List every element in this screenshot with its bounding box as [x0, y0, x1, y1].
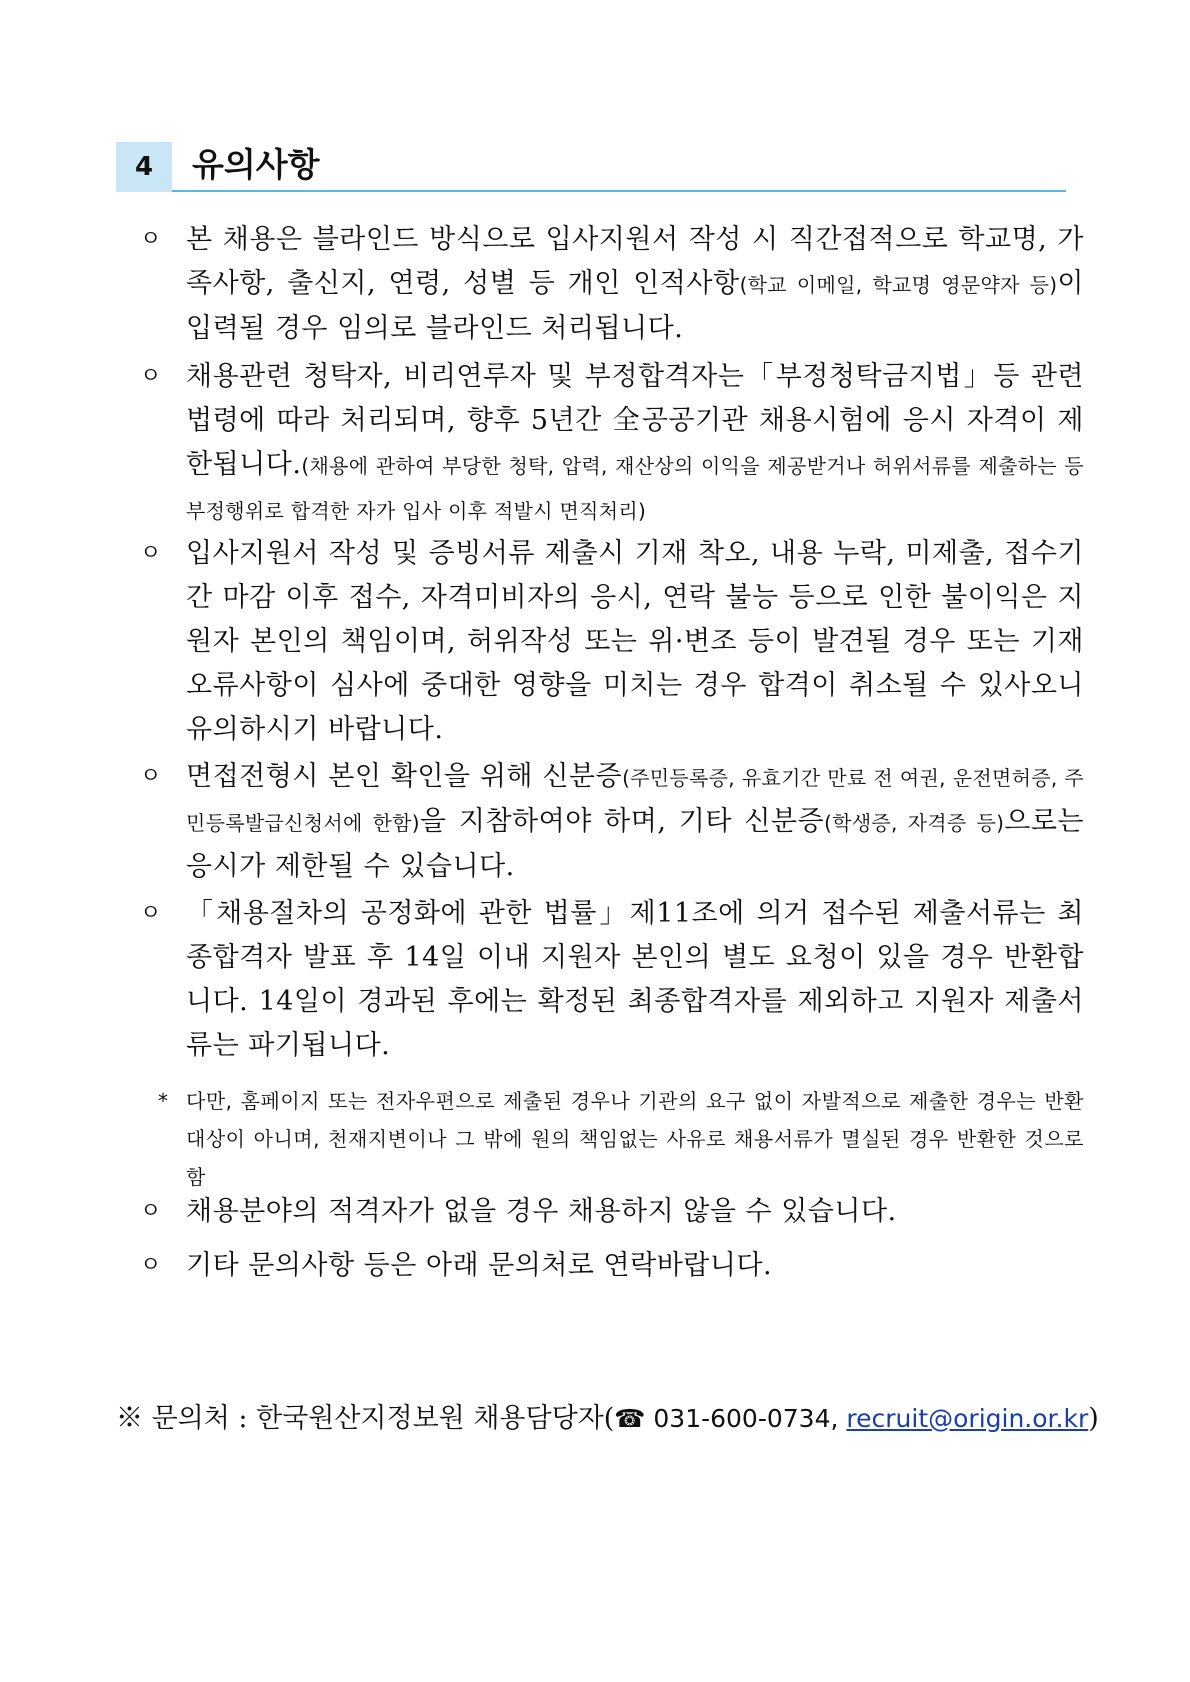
- asterisk-icon: *: [158, 1089, 169, 1113]
- phone-number: 031-600-0734,: [645, 1404, 847, 1433]
- bullet-icon: ㅇ: [140, 901, 162, 926]
- bullet-icon: ㅇ: [140, 1253, 162, 1278]
- bullet-icon: ㅇ: [140, 364, 162, 389]
- notice-text: 채용관련 청탁자, 비리연루자 및 부정합격자는「부정청탁금지법」등 관련 법령에 따라 처리되며, 향후 5년간 全공공기관 채용시험에 응시 자격이 제한됩니다.(채용에 관하여 부당한 청탁, 압력, 재산상의 이익을 제공받거나 허위서류를 제출하는 등 부정행위로 합격한 자가 입사 이후 적발시 면직처리): [186, 361, 1084, 523]
- notice-text: 면접전형시 본인 확인을 위해 신분증(주민등록증, 유효기간 만료 전 여권, 운전면허증, 주민등록발급신청서에 한함)을 지참하여야 하며, 기타 신분증(학생증, 자격증 등)으로는 응시가 제한될 수 있습니다.: [186, 761, 1085, 882]
- contact-line: [116, 1397, 1106, 1441]
- notice-text: 채용분야의 적격자가 없을 경우 채용하지 않을 수 있습니다.: [186, 1196, 897, 1227]
- notice-item-application-errors: [140, 532, 1084, 752]
- notice-item-document-return: [140, 892, 1084, 1068]
- section-header: [116, 142, 1066, 192]
- contact-label: 문의처 : 한국원산지정보원 채용담당자(: [151, 1403, 615, 1434]
- email-link[interactable]: recruit@origin.or.kr: [846, 1404, 1089, 1433]
- bullet-icon: ㅇ: [140, 764, 162, 789]
- notice-item-id-card: [140, 755, 1084, 889]
- section-title: 유의사항: [192, 145, 320, 184]
- footnote-text: 다만, 홈페이지 또는 전자우편으로 제출된 경우나 기관의 요구 없이 자발적으로 제출한 경우는 반환 대상이 아니며, 천재지변이나 그 밖에 원의 책임없는 사유로 채용서류가 멸실된 경우 반환한 것으로 함: [186, 1089, 1084, 1189]
- notice-text: 입사지원서 작성 및 증빙서류 제출시 기재 착오, 내용 누락, 미제출, 접수기간 마감 이후 접수, 자격미비자의 응시, 연락 불능 등으로 인한 불이익은 지원자 본인의 책임이며, 허위작성 또는 위·변조 등이 발견될 경우 또는 기재오류사항이 심사에 중대한 영향을 미치는 경우 합격이 취소될 수 있사오니 유의하시기 바랍니다.: [186, 538, 1084, 745]
- footnote: [158, 1082, 1084, 1196]
- notice-item-solicitation: [140, 355, 1084, 533]
- notice-text: 본 채용은 블라인드 방식으로 입사지원서 작성 시 직간접적으로 학교명, 가족사항, 출신지, 연령, 성별 등 개인 인적사항(학교 이메일, 학교명 영문약자 등)이 입력될 경우 임의로 블라인드 처리됩니다.: [186, 224, 1084, 344]
- section-number: 4: [116, 142, 172, 192]
- phone-icon: ☎: [614, 1404, 646, 1433]
- notice-text: 「채용절차의 공정화에 관한 법률」제11조에 의거 접수된 제출서류는 최종합격자 발표 후 14일 이내 지원자 본인의 별도 요청이 있을 경우 반환합니다. 14일이 경과된 후에는 확정된 최종합격자를 제외하고 지원자 제출서류는 파기됩니다.: [186, 898, 1084, 1061]
- bullet-icon: ㅇ: [140, 541, 162, 566]
- notice-text: 기타 문의사항 등은 아래 문의처로 연락바랍니다.: [186, 1250, 773, 1281]
- reference-mark-icon: ※: [116, 1403, 143, 1434]
- bullet-icon: ㅇ: [140, 1199, 162, 1224]
- contact-close: ): [1088, 1403, 1099, 1434]
- notice-item-inquiries: [140, 1244, 1084, 1288]
- bullet-icon: ㅇ: [140, 227, 162, 252]
- notice-item-no-qualified: [140, 1190, 1084, 1234]
- notice-item-blind: [140, 218, 1084, 351]
